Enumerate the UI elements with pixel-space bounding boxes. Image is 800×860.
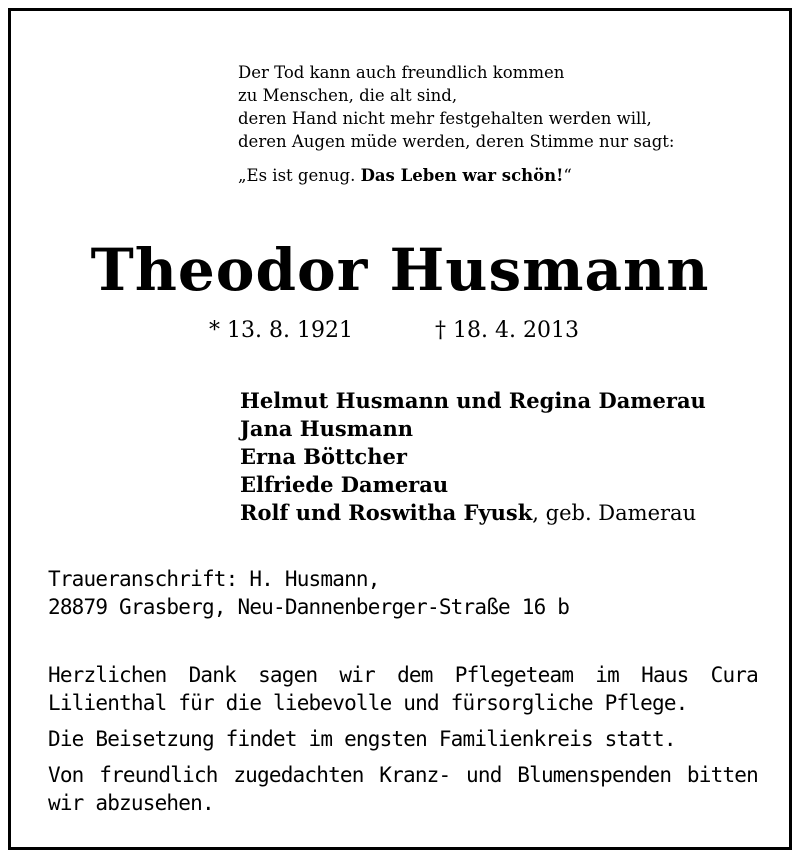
family-member bbox=[240, 387, 706, 415]
poem-line: deren Augen müde werden, deren Stimme nur sagt: bbox=[238, 132, 675, 151]
birth-date: * 13. 8. 1921 bbox=[209, 318, 353, 343]
notes bbox=[48, 661, 758, 825]
quote-bold: Das Leben war schön! bbox=[360, 166, 564, 185]
family-member bbox=[240, 471, 706, 499]
family-member-name: Elfriede Damerau bbox=[240, 472, 449, 497]
family-member bbox=[240, 415, 706, 443]
family-list bbox=[240, 387, 706, 527]
death-date: † 18. 4. 2013 bbox=[435, 318, 579, 343]
mourning-address bbox=[48, 565, 569, 621]
flowers-note: Von freundlich zugedachten Kranz- und Blumenspenden bitten wir abzusehen. bbox=[48, 763, 758, 815]
family-member-name: Jana Husmann bbox=[240, 416, 414, 441]
poem bbox=[238, 61, 674, 187]
poem-line: deren Hand nicht mehr festgehalten werden will, bbox=[238, 109, 652, 128]
address-line: Traueranschrift: H. Husmann, bbox=[48, 567, 380, 591]
address-line: 28879 Grasberg, Neu-Dannenberger-Straße 16 b bbox=[48, 595, 570, 619]
family-member-name: Erna Böttcher bbox=[240, 444, 407, 469]
deceased-name: Theodor Husmann bbox=[90, 236, 710, 304]
quote-end: “ bbox=[563, 166, 572, 185]
thanks-note: Herzlichen Dank sagen wir dem Pflegeteam im Haus Cura Lilienthal für die liebevolle und fürsorgliche Pflege. bbox=[48, 663, 758, 715]
burial-note: Die Beisetzung findet im engsten Familienkreis statt. bbox=[48, 727, 676, 751]
poem-line: Der Tod kann auch freundlich kommen bbox=[238, 63, 565, 82]
obituary-notice bbox=[8, 8, 792, 850]
family-member bbox=[240, 443, 706, 471]
poem-quote bbox=[238, 164, 674, 187]
family-member-name: Helmut Husmann und Regina Damerau bbox=[240, 388, 706, 413]
poem-line: zu Menschen, die alt sind, bbox=[238, 86, 458, 105]
family-member bbox=[240, 499, 706, 527]
family-member-name: Rolf und Roswitha Fyusk bbox=[240, 500, 533, 525]
quote-start: „Es ist genug. bbox=[238, 166, 361, 185]
family-member-note: , geb. Damerau bbox=[532, 501, 697, 525]
